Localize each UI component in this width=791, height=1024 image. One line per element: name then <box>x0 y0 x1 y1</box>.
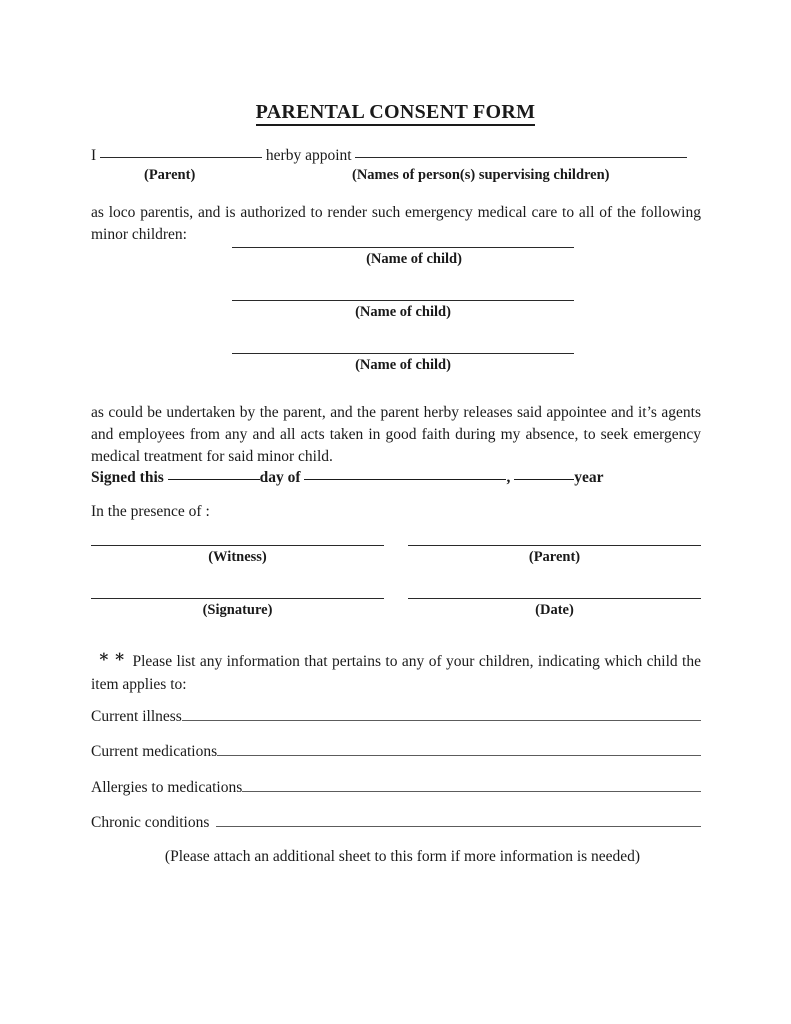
instruction-note: ∗∗ Please list any information that pertains to any of your children, indicating which child the item applies to: <box>91 647 701 693</box>
parent-signature-blank[interactable] <box>408 545 701 546</box>
label-current-medications: Current medications <box>91 743 218 760</box>
caption-supervising-persons: (Names of person(s) supervising children) <box>352 167 610 183</box>
parent-name-blank[interactable] <box>100 146 262 158</box>
in-the-presence-of-label: In the presence of : <box>91 503 210 520</box>
field-row-current-medications <box>91 743 701 761</box>
signature-row-witness-parent <box>91 545 701 566</box>
child-name-block-3 <box>232 353 574 374</box>
signature-cell-witness <box>91 545 384 566</box>
signed-this-line <box>91 468 603 487</box>
allergies-to-medications-input[interactable] <box>242 780 701 792</box>
appoint-lead-label: I <box>91 147 97 164</box>
signature-row-signature-date <box>91 598 701 619</box>
paragraph-release: as could be undertaken by the parent, and the parent herby releases said appointee and it’s agents and employees from any and all acts taken in good faith during my absence, to seek emergency medical treatment for said minor child. <box>91 404 701 465</box>
signature-cell-date <box>408 598 701 619</box>
signed-month-blank[interactable] <box>304 468 506 480</box>
label-current-illness: Current illness <box>91 708 182 725</box>
signed-day-of-label: day of <box>259 469 301 486</box>
label-allergies-to-medications: Allergies to medications <box>91 779 243 796</box>
current-medications-input[interactable] <box>217 744 701 756</box>
caption-witness: (Witness) <box>208 549 267 565</box>
label-chronic-conditions: Chronic conditions <box>91 814 210 831</box>
caption-parent-signature: (Parent) <box>528 549 581 565</box>
signed-comma: , <box>506 469 511 486</box>
signature-blank[interactable] <box>91 598 384 599</box>
child-name-blank-1[interactable] <box>232 247 574 248</box>
child-name-caption-1: (Name of child) <box>366 251 462 267</box>
signed-this-label: Signed this <box>91 469 164 486</box>
appointee-names-blank[interactable] <box>355 146 687 158</box>
date-blank[interactable] <box>408 598 701 599</box>
child-name-blank-3[interactable] <box>232 353 574 354</box>
page-title <box>0 101 791 124</box>
appoint-captions <box>91 167 703 187</box>
child-name-blank-2[interactable] <box>232 300 574 301</box>
instruction-note-text: Please list any information that pertains to any of your children, indicating which child the item applies to: <box>91 653 701 693</box>
paragraph-loco-parentis: as loco parentis, and is authorized to render such emergency medical care to all of the following minor children: <box>91 204 701 243</box>
child-name-caption-2: (Name of child) <box>355 304 451 320</box>
signed-year-label: year <box>574 469 604 486</box>
footer-attachment-note: (Please attach an additional sheet to this form if more information is needed) <box>164 848 641 865</box>
current-illness-input[interactable] <box>182 709 701 721</box>
field-row-allergies-to-medications <box>91 779 701 797</box>
page-title-text: PARENTAL CONSENT FORM <box>256 101 536 126</box>
signature-cell-signature <box>91 598 384 619</box>
signature-cell-parent <box>408 545 701 566</box>
appoint-line <box>91 146 703 165</box>
child-name-caption-3: (Name of child) <box>355 357 451 373</box>
signed-year-blank[interactable] <box>514 468 574 480</box>
chronic-conditions-input[interactable] <box>216 815 701 827</box>
caption-date: (Date) <box>535 602 574 618</box>
field-row-current-illness <box>91 708 701 726</box>
caption-parent: (Parent) <box>144 167 196 183</box>
field-row-chronic-conditions <box>91 814 701 832</box>
appoint-middle-label: herby appoint <box>265 147 352 164</box>
caption-signature: (Signature) <box>202 602 273 618</box>
witness-signature-blank[interactable] <box>91 545 384 546</box>
signed-day-blank[interactable] <box>168 468 260 480</box>
child-name-block-1 <box>232 247 574 268</box>
child-name-block-2 <box>232 300 574 321</box>
